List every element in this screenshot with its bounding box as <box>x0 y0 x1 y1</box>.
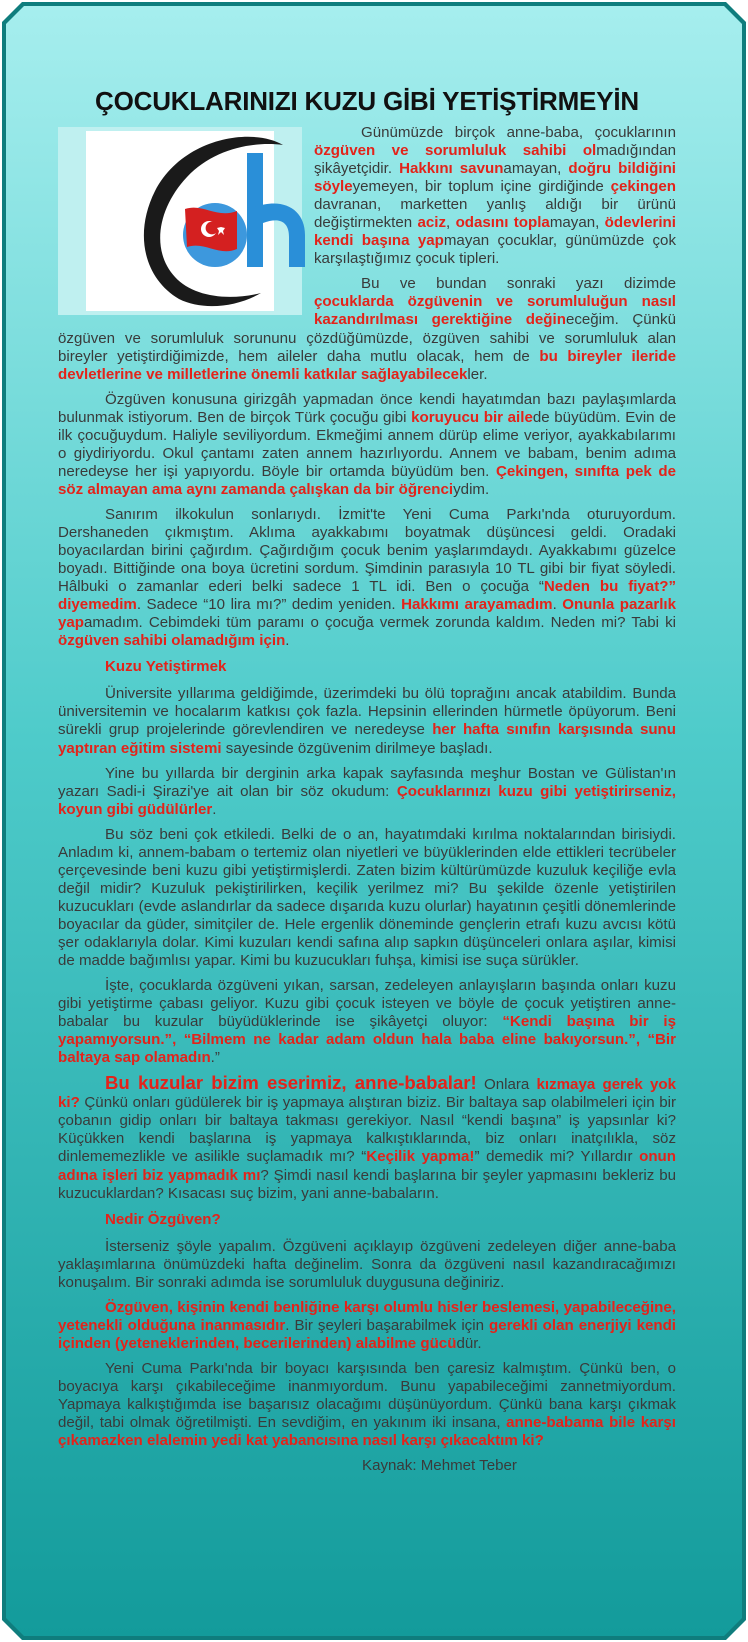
paragraph-10: İsterseniz şöyle yapalım. Özgüveni açıklayıp özgüveni zedeleyen diğer anne-baba yaklaşımlarına önümüzdeki hafta değinelim. Sonra da özgüveni nasıl kazandıracağımızı konuşalım. Bir sonraki adımda ise sorumluluk duygusuna değiniriz. <box>58 1237 676 1291</box>
logo <box>58 127 302 315</box>
paragraph-11: Özgüven, kişinin kendi benliğine karşı olumlu hisler beslemesi, yapabileceğine, yetenekli olduğuna inanmasıdır. Bir şeyleri başarabilmek için gerekli olan enerjiyi kendi içinden (yeteneklerinden, becerilerinden) alabilme gücüdür. <box>58 1298 677 1352</box>
section-heading-ozguven: Nedir Özgüven? <box>105 1210 221 1228</box>
paragraph-12: Yeni Cuma Parkı'nda bir boyacı karşısında ben çaresiz kalmıştım. Çünkü ben, o boyacıya karşı çıkabileceğime inanmıyordum. Bunu yapabileceğimi zannetmiyordum. Yapmaya kalkıştığımda ise başarısız olacağımı düşünüyordum. Çünkü bana karşı çıkmak değil, tabi olmak öğretilmişti. En sevdiğim, en yakınım iki insana, anne-babama bile karşı çıkamazken elalemin yedi kat yabancısına nasıl karşı çıkacaktım ki? <box>58 1359 676 1450</box>
paragraph-8: İşte, çocuklarda özgüveni yıkan, sarsan, zedeleyen anlayışların başında onları kuzu gibi yetiştirme çabası geliyor. Kuzu gibi çocuk isteyen ve böyle de çocuk yetiştiren anne-babalar bu kuzular büyüdüklerinde ise şikâyetçi oluyor: “Kendi başına bir iş yapamıyorsun.”, “Bilmem ne kadar adam oldun hala baba eline bakıyorsun.”, “Bir baltaya sap olamadın.” <box>58 977 676 1067</box>
paragraph-3: Özgüven konusuna girizgâh yapmadan önce kendi hayatımdan bazı paylaşımlarda bulunmak istiyorum. Ben de birçok Türk çocuğu gibi koruyucu bir ailede büyüdüm. Evin de ilk çocuğuydum. Haliyle seviliyordum. Ekmeğimi annem dürüp elime veriyor, ayakkabılarımı o giydiriyordu. Okul çantamı zaten annem hazırlıyordu. Annem ve babam, benim adıma neredeyse her işi yapıyordu. Böyle bir ortamda büyüdüm ben. Çekingen, sınıfta pek de söz almayan ama aynı zamanda çalışkan da bir öğrenciydim. <box>58 390 676 498</box>
section-heading-kuzu: Kuzu Yetiştirmek <box>105 658 227 676</box>
paragraph-9: Bu kuzular bizim eserimiz, anne-babalar! Onlara kızmaya gerek yok ki? Çünkü onları güdülerek bir iş yapmaya alıştıran biziz. Bir baltaya sap olabilmeleri için bir çobanın gidip onları bir baltaya takması gerekiyor. Nasıl “kendi başına” iş yapsınlar ki? Küçükken kendi başlarına iş yapmaya kalkıştıklarında, biz onları inatçılıkla, söz dinlememezlikle ve asilikle suçlamadık mı? “Keçilik yapma!” demedik mi? Yıllardır onun adına işleri biz yapmadık mı? Şimdi nasıl kendi başlarına bir şeyler yapmasını bekleriz bu kuzucuklardan? Kısacası suç bizim, yani anne-babaların. <box>58 1072 676 1202</box>
paragraph-6: Yine bu yıllarda bir derginin arka kapak sayfasında meşhur Bostan ve Gülistan'ın yazarı Sadi-i Şirazi'ye ait olan bir söz okudum: Çocuklarınızı kuzu gibi yetiştirirseniz, koyun gibi güdülürler. <box>58 764 677 818</box>
paragraph-7: Bu söz beni çok etkiledi. Belki de o an, hayatımdaki kırılma noktalarından birisiydi. Anladım ki, annem-babam o tertemiz olan niyetleri ve büyüklerinden elde ettikleri tecrübeler çerçevesinde beni kuzu gibi yetiştirmişlerdi. Zaten bizim kültürümüzde kuzuluk keçiliğe evla değil midir? Kuzuluk pekiştirilirken, keçilik yerilmez mi? Bu şekilde özenle yetiştirilen kuzucukları (evde aslandırlar da sadece dışarıda kuzu olurlar) hayatının çeşitli dönemlerinde boyacılar da güder, simitçiler de. Hele ergenlik döneminde gençlerin etrafı kuzu avcısı kötü şer odaklarıyla dolar. Kimi kuzuları kendi safına alıp sapkın düşünceleri onlara aşılar, kimisi de madde bağımlısı yapar. Kimi bu kuzucukları fuhşa, kimisi ise suça sürükler. <box>58 825 676 970</box>
paragraph-2: Bu ve bundan sonraki yazı dizimde çocuklarda özgüvenin ve sorumluluğun nasıl kazandırılması gerektiğine değineceğim. Çünkü özgüven ve sorumluluk sorununu çözdüğümüzde, özgüven sahibi ve sorumluluk alan bireyler yetiştirdiğimizde, hem aileler daha mutlu olacak, hem de bu bireyler ileride devletlerine ve milletlerine önemli katkılar sağlayabilecekler. <box>58 275 676 383</box>
paragraph-5: Üniversite yıllarıma geldiğimde, üzerimdeki bu ölü toprağını ancak atabildim. Bunda üniversitemin ve hocalarım katkısı çok fazla. Hepsinin ellerinden hürmetle öpüyorum. Beni sürekli grup projelerinde görevlendiren ve neredeyse her hafta sınıfın karşısında sunu yaptıran eğitim sistemi sayesinde özgüvenim dirilmeye başladı. <box>58 685 676 757</box>
page-title: ÇOCUKLARINIZI KUZU GİBİ YETİŞTİRMEYİN <box>95 86 639 116</box>
paragraph-1: Günümüzde birçok anne-baba, çocuklarının özgüven ve sorumluluk sahibi olmadığından şikâyetçidir. Hakkını savunamayan, doğru bildiğini söyleyemeyen, bir toplum içine girdiğinde çekingen davranan, marketten yanlış aldığı bir ürünü değiştirmekten aciz, odasını toplamayan, ödevlerini kendi başına yapmayan çocuklar, günümüzde çok karşılaştığımız çocuk tipleri. <box>58 124 676 268</box>
paragraph-4: Sanırım ilkokulun sonlarıydı. İzmit'te Yeni Cuma Parkı'nda oturuyordum. Dershaneden çıkmıştım. Aklıma ayakkabımı boyatmak düşüncesi geldi. Oradaki boyacılardan birini çağırdım. Çağırdığım çocuk benim yaşlarımdaydı. Ayakkabımı güzelce boyadı. Bittiğinde ona boya ücretini sordum. Şimdinin parasıyla 10 TL gibi bir fiyat söyledi. Hâlbuki o zamanlar ederi belki sadece 1 TL idi. Ben o çocuğa “Neden bu fiyat?” diyemedim. Sadece “10 lira mı?” dedim yeniden. Hakkımı arayamadım. Onunla pazarlık yapamadım. Cebimdeki tüm paramı o çocuğa vermek zorunda kaldım. Neden mi? Tabi ki özgüven sahibi olamadığım için. <box>58 505 677 650</box>
dh-logo-icon <box>133 131 321 311</box>
source-credit: Kaynak: Mehmet Teber <box>362 1457 517 1475</box>
article <box>58 86 676 1482</box>
